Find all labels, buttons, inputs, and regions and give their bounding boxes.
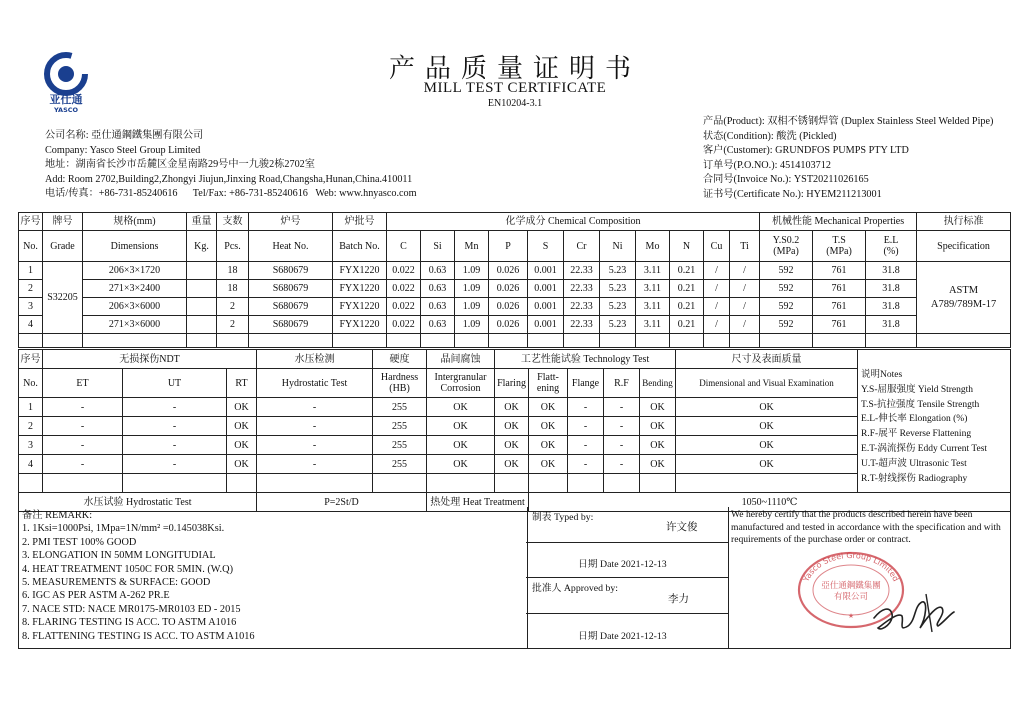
note-item: R.F-展平 Reverse Flattening (861, 429, 972, 440)
row-s: 0.001 (528, 298, 564, 316)
row-p: 0.026 (489, 280, 528, 298)
row-no: 2 (19, 280, 43, 298)
h2-flange: Flange (568, 369, 604, 398)
remark-item: 3. ELONGATION IN 50MM LONGITUDIAL (22, 550, 216, 562)
h-seq: 序号 (19, 213, 43, 231)
row-heat: S680679 (249, 316, 333, 334)
h-p: P (489, 231, 528, 262)
h-grade-cn: 牌号 (43, 213, 83, 231)
row-batch: FYX1220 (333, 298, 387, 316)
h-batch-no: Batch No. (333, 231, 387, 262)
row-cr: 22.33 (564, 316, 600, 334)
h2-dim-cn: 尺寸及表面质量 (676, 350, 858, 369)
row-si: 0.63 (421, 280, 455, 298)
row-c: 0.022 (387, 316, 421, 334)
row-mo: 3.11 (636, 316, 670, 334)
company-info (45, 129, 417, 202)
h-dim-cn: 规格(mm) (83, 213, 187, 231)
h-pcs-cn: 支数 (217, 213, 249, 231)
h-c: C (387, 231, 421, 262)
row-ts: 761 (813, 298, 866, 316)
row-c: 0.022 (387, 280, 421, 298)
h-pcs: Pcs. (217, 231, 249, 262)
h2-flaring: Flaring (495, 369, 529, 398)
row-ys: 592 (760, 298, 813, 316)
company-name-cn: 公司名称: 亞仕通鋼鐵集團有限公司 (45, 130, 204, 141)
title-chinese: 产品质量证明书 (388, 54, 641, 83)
row-heat: S680679 (249, 298, 333, 316)
row-kg (187, 298, 217, 316)
logo-brand-en: YASCO (53, 106, 79, 114)
company-name-en: Company: Yasco Steel Group Limited (45, 144, 201, 156)
row-n: 0.21 (670, 298, 704, 316)
h2-hard: Hardness (HB) (373, 369, 427, 398)
svg-text:Yasco Steel Group Limited: Yasco Steel Group Limited (801, 550, 901, 584)
typed-name: 许文俊 (666, 522, 698, 533)
h-kg: Kg. (187, 231, 217, 262)
certification-text: We hereby certify that the products described herein have been manufactured and tested in accordance with the specification and with requirements of the purchase order or contract. (731, 509, 1001, 545)
address-en: Add: Room 2702,Building2,Zhongyi Jiujun,Jinxing Road,Changsha,Hunan,China.410011 (45, 173, 413, 185)
certificate-line: 证书号(Certificate No.): HYEM211213001 (703, 188, 882, 200)
row-no: 1 (19, 262, 43, 280)
h-s: S (528, 231, 564, 262)
po-line: 订单号(P.O.NO.): 4514103712 (703, 159, 831, 171)
row-batch: FYX1220 (333, 262, 387, 280)
h-n: N (670, 231, 704, 262)
row-p: 0.026 (489, 262, 528, 280)
note-item: E.T-涡流探伤 Eddy Current Test (861, 443, 988, 454)
table-row: 4 - - OK - 255 OK OK OK - - OK OK (19, 455, 1011, 474)
h-mn: Mn (455, 231, 489, 262)
h-no: No. (19, 231, 43, 262)
typed-label: 制表 Typed by: (532, 512, 594, 523)
h-grade: Grade (43, 231, 83, 262)
grade-cell: S32205 (43, 262, 83, 334)
row-cr: 22.33 (564, 280, 600, 298)
h2-igc-cn: 晶间腐蚀 (427, 350, 495, 369)
row-mn: 1.09 (455, 262, 489, 280)
row-batch: FYX1220 (333, 316, 387, 334)
table-row (19, 316, 1011, 334)
row-pcs: 18 (217, 262, 249, 280)
row-cu: / (704, 280, 730, 298)
hydro-label: 水压试验 Hydrostatic Test (19, 493, 257, 512)
row-pcs: 18 (217, 280, 249, 298)
row-n: 0.21 (670, 316, 704, 334)
address-cn: 地址：湖南省长沙市岳麓区金星南路29号中一九骏2栋2702室 (45, 159, 315, 171)
remark-list (22, 509, 255, 643)
row-ni: 5.23 (600, 298, 636, 316)
table-row: 1 - - OK - 255 OK OK OK - - OK OK (19, 398, 1011, 417)
row-s: 0.001 (528, 316, 564, 334)
row-ti: / (730, 298, 760, 316)
empty-row (19, 334, 1011, 348)
h2-seq: 序号 (19, 350, 43, 369)
condition-line: 状态(Condition): 酸洗 (Pickled) (703, 130, 837, 142)
row-c: 0.022 (387, 262, 421, 280)
h2-bending: Bending (640, 369, 676, 398)
h-mo: Mo (636, 231, 670, 262)
test-table (18, 349, 1011, 512)
svg-text:亞仕通鋼鐵集團: 亞仕通鋼鐵集團 (821, 581, 881, 591)
h-ts: T.S (MPa) (813, 231, 866, 262)
h-heat-cn: 炉号 (249, 213, 333, 231)
row-el: 31.8 (866, 316, 917, 334)
logo-brand-cn: 亚仕通 (49, 93, 83, 106)
table-row (19, 298, 1011, 316)
h-si: Si (421, 231, 455, 262)
row-s: 0.001 (528, 262, 564, 280)
heat-label: 热处理 Heat Treatment (427, 493, 529, 512)
row-s: 0.001 (528, 280, 564, 298)
note-item: T.S-抗拉强度 Tensile Strength (861, 399, 980, 410)
row-ni: 5.23 (600, 280, 636, 298)
invoice-line: 合同号(Invoice No.): YST20211026165 (703, 174, 869, 186)
row-heat: S680679 (249, 280, 333, 298)
h2-et: ET (43, 369, 123, 398)
notes-title: 说明Notes (861, 370, 903, 380)
row-mo: 3.11 (636, 280, 670, 298)
row-kg (187, 262, 217, 280)
row-ni: 5.23 (600, 316, 636, 334)
row-mo: 3.11 (636, 298, 670, 316)
row-ys: 592 (760, 316, 813, 334)
row-si: 0.63 (421, 298, 455, 316)
row-n: 0.21 (670, 280, 704, 298)
row-heat: S680679 (249, 262, 333, 280)
row-ts: 761 (813, 316, 866, 334)
table-row (19, 262, 1011, 280)
h2-ut: UT (123, 369, 227, 398)
remark-item: 4. HEAT TREATMENT 1050C FOR 5MIN. (W.Q) (22, 563, 233, 575)
remark-item: 8. FLARING TESTING IS ACC. TO ASTM A1016 (22, 617, 237, 629)
row-ys: 592 (760, 280, 813, 298)
row-cu: / (704, 262, 730, 280)
row-el: 31.8 (866, 298, 917, 316)
h2-hydro-cn: 水压检测 (257, 350, 373, 369)
h-weight-cn: 重量 (187, 213, 217, 231)
table-row (19, 280, 1011, 298)
h-ti: Ti (730, 231, 760, 262)
customer-line: 客户(Customer): GRUNDFOS PUMPS PTY LTD (703, 145, 909, 157)
row-mo: 3.11 (636, 262, 670, 280)
note-item: U.T-超声波 Ultrasonic Test (861, 458, 967, 469)
approved-name: 李力 (668, 594, 689, 605)
signoff-box (526, 507, 729, 649)
svg-text:有限公司: 有限公司 (833, 592, 869, 602)
row-kg (187, 316, 217, 334)
h-el: E.L (%) (866, 231, 917, 262)
row-mn: 1.09 (455, 316, 489, 334)
table-row: 3 - - OK - 255 OK OK OK - - OK OK (19, 436, 1011, 455)
h2-flat: Flatt- ening (529, 369, 568, 398)
date-typed: 日期 Date 2021-12-13 (578, 559, 667, 570)
note-item: R.T-射线探伤 Radiography (861, 473, 968, 484)
title-english: MILL TEST CERTIFICATE (423, 80, 607, 96)
remark-item: 1. 1Ksi=1000Psi, 1Mpa=1N/mm² =0.145038Ksi. (22, 523, 225, 535)
remark-item: 8. FLATTENING TESTING IS ACC. TO ASTM A1016 (22, 630, 255, 642)
row-dim: 206×3×6000 (83, 298, 187, 316)
h-cu: Cu (704, 231, 730, 262)
h2-no: No. (19, 369, 43, 398)
row-no: 4 (19, 316, 43, 334)
row-mn: 1.09 (455, 280, 489, 298)
row-ti: / (730, 316, 760, 334)
svg-text:★: ★ (847, 612, 855, 620)
row-p: 0.026 (489, 316, 528, 334)
h2-igc: Intergranular Corrosion (427, 369, 495, 398)
table-row: 2 - - OK - 255 OK OK OK - - OK OK (19, 417, 1011, 436)
row-si: 0.63 (421, 262, 455, 280)
handwritten-signature (868, 588, 960, 642)
approved-label: 批准人 Approved by: (532, 583, 618, 594)
row-n: 0.21 (670, 262, 704, 280)
row-pcs: 2 (217, 316, 249, 334)
product-info (703, 115, 993, 203)
h-specification: Specification (917, 231, 1011, 262)
row-dim: 271×3×6000 (83, 316, 187, 334)
h-heat-no: Heat No. (249, 231, 333, 262)
row-ti: / (730, 280, 760, 298)
row-batch: FYX1220 (333, 280, 387, 298)
row-ti: / (730, 262, 760, 280)
row-ts: 761 (813, 262, 866, 280)
h2-tech: 工艺性能试验 Technology Test (495, 350, 676, 369)
h-batch-cn: 炉批号 (333, 213, 387, 231)
heat-value: 1050~1110℃ (529, 493, 1011, 512)
h-dimensions: Dimensions (83, 231, 187, 262)
h2-rf: R.F (604, 369, 640, 398)
row-p: 0.026 (489, 298, 528, 316)
standard-code: EN10204-3.1 (487, 98, 543, 109)
h2-dim: Dimensional and Visual Examination (676, 369, 858, 398)
row-el: 31.8 (866, 280, 917, 298)
h2-rt: RT (227, 369, 257, 398)
remark-item: 7. NACE STD: NACE MR0175-MR0103 ED - 2015 (22, 603, 241, 615)
remark-item: 5. MEASUREMENTS & SURFACE: GOOD (22, 577, 211, 589)
remark-item: 6. IGC AS PER ASTM A-262 PR.E (22, 590, 170, 602)
h2-ndt: 无损探伤NDT (43, 350, 257, 369)
row-el: 31.8 (866, 262, 917, 280)
row-mn: 1.09 (455, 298, 489, 316)
h-chem: 化学成分 Chemical Composition (387, 213, 760, 231)
row-cr: 22.33 (564, 298, 600, 316)
row-ts: 761 (813, 280, 866, 298)
composition-table (18, 212, 1011, 348)
row-dim: 271×3×2400 (83, 280, 187, 298)
row-cu: / (704, 316, 730, 334)
row-pcs: 2 (217, 298, 249, 316)
note-item: Y.S-屈服强度 Yield Strength (861, 384, 974, 395)
spec-cell: ASTM A789/789M-17 (917, 262, 1011, 334)
h2-hydro: Hydrostatic Test (257, 369, 373, 398)
row-dim: 206×3×1720 (83, 262, 187, 280)
row-ni: 5.23 (600, 262, 636, 280)
h2-hard-cn: 硬度 (373, 350, 427, 369)
row-cu: / (704, 298, 730, 316)
note-item: E.L-伸长率 Elongation (%) (861, 414, 968, 425)
product-line: 产品(Product): 双相不锈钢焊管 (Duplex Stainless Steel Welded Pipe) (703, 116, 994, 127)
notes-box (858, 350, 1011, 493)
hydro-value: P=2St/D (257, 493, 427, 512)
contact-line: 电话/传真：+86-731-85240616 Tel/Fax: +86-731-85240616 Web: www.hnyasco.com (45, 188, 417, 200)
date-approved: 日期 Date 2021-12-13 (578, 631, 667, 642)
h-mech: 机械性能 Mechanical Properties (760, 213, 917, 231)
row-ys: 592 (760, 262, 813, 280)
h-spec-cn: 执行标准 (917, 213, 1011, 231)
remark-title: 备注 REMARK: (22, 510, 93, 521)
row-cr: 22.33 (564, 262, 600, 280)
h-cr: Cr (564, 231, 600, 262)
row-c: 0.022 (387, 298, 421, 316)
h-ys: Y.S0.2 (MPa) (760, 231, 813, 262)
remark-item: 2. PMI TEST 100% GOOD (22, 536, 137, 548)
h-ni: Ni (600, 231, 636, 262)
row-no: 3 (19, 298, 43, 316)
row-si: 0.63 (421, 316, 455, 334)
row-kg (187, 280, 217, 298)
